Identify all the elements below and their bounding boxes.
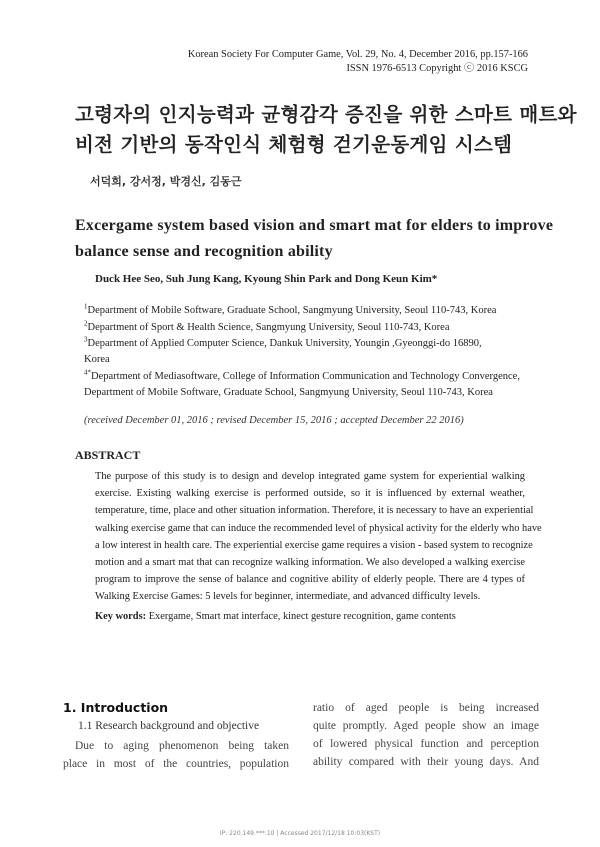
affiliation-text: Department of Mobile Software, Graduate School, Sangmyung University, Seoul 110-743, Korea (84, 386, 493, 398)
body-line: ratio of aged people is being increased (313, 702, 539, 714)
affiliation-text: Department of Mediasoftware, College of Information Communication and Technology Convergence, (91, 371, 520, 382)
affiliation-2 (84, 320, 524, 336)
body-line: place in most of the countries, population (63, 758, 289, 770)
korean-title-line-2: 비전 기반의 동작인식 체험형 걷기운동게임 시스템 (75, 133, 513, 156)
affiliation-1 (84, 303, 524, 319)
english-title-line-1: Excergame system based vision and smart mat for elders to improve (75, 217, 554, 234)
body-line: quite promptly. Aged people show an image (313, 720, 539, 732)
abstract-line: motion and a smart mat that can recognize walking information. We also developed a walking exercise (95, 557, 525, 569)
keywords (95, 611, 456, 622)
affiliation-mark: 3 (84, 335, 88, 344)
affiliation-text: Department of Applied Computer Science, Dankuk University, Youngin ,Gyeonggi-do 16890, (87, 338, 482, 349)
keywords-text: Exergame, Smart mat interface, kinect gesture recognition, game contents (148, 611, 456, 622)
affiliation-text: Korea (84, 353, 110, 365)
body-line: ability compared with their young days. And (313, 756, 539, 768)
affiliation-text: Department of Sport & Health Science, Sangmyung University, Seoul 110-743, Korea (87, 322, 450, 333)
korean-title (75, 100, 577, 160)
abstract-heading: ABSTRACT (75, 448, 141, 462)
affiliation-mark: 4* (84, 368, 91, 377)
access-footer: IP: 220.149.***.10 | Accessed 2017/12/18 10:03(KST) (219, 830, 381, 837)
affiliation-4 (84, 369, 524, 400)
english-authors: Duck Hee Seo, Suh Jung Kang, Kyoung Shin Park and Dong Keun Kim* (95, 273, 438, 285)
keywords-label: Key words: (95, 611, 147, 622)
body-column-right (313, 699, 539, 771)
journal-header-line: Korean Society For Computer Game, Vol. 29, No. 4, December 2016, pp.157-166 (187, 49, 528, 60)
subsection-heading: 1.1 Research background and objective (78, 720, 260, 732)
abstract-line: temperature, time, place and other situation information. Therefore, it is necessary to have an experiential (95, 505, 534, 517)
affiliation-3 (84, 336, 524, 367)
abstract-line: a low interest in health care. The experiential exercise game requires a vision - based system to recognize (95, 539, 533, 551)
issn-copyright-line: ISSN 1976-6513 Copyright ⓒ 2016 KSCG (346, 63, 528, 74)
abstract-line: The purpose of this study is to design and develop integrated game system for experiential walking (95, 471, 525, 482)
abstract-line: program to improve the sense of balance and cognitive ability of elderly people. There are 4 types of (95, 574, 525, 586)
abstract-line: walking exercise game that can induce the recommended level of physical activity for the elderly who have (95, 522, 542, 534)
body-line: of lowered physical function and perception (313, 738, 539, 750)
body-column-left (63, 737, 289, 773)
english-title (75, 213, 554, 265)
body-line: Due to aging phenomenon being taken (75, 740, 289, 752)
section-heading: 1. Introduction (63, 700, 169, 715)
korean-authors: 서덕희, 강서정, 박경신, 김동근 (90, 175, 242, 188)
abstract-line: exercise. Existing walking exercise is performed outside, so it is influenced by external weather, (95, 488, 525, 500)
abstract-body (95, 468, 542, 606)
received-dates: (received December 01, 2016 ; revised December 15, 2016 ; accepted December 22 2016) (84, 415, 464, 426)
abstract-line: Walking Exercise Games: 5 levels for beginner, intermediate, and advanced difficulty levels. (95, 591, 481, 603)
affiliation-mark: 1 (84, 302, 88, 311)
english-title-line-2: balance sense and recognition ability (75, 243, 333, 260)
affiliation-text: Department of Mobile Software, Graduate School, Sangmyung University, Seoul 110-743, Korea (87, 305, 497, 316)
affiliation-mark: 2 (84, 319, 88, 328)
korean-title-line-1: 고령자의 인지능력과 균형감각 증진을 위한 스마트 매트와 (75, 103, 577, 126)
